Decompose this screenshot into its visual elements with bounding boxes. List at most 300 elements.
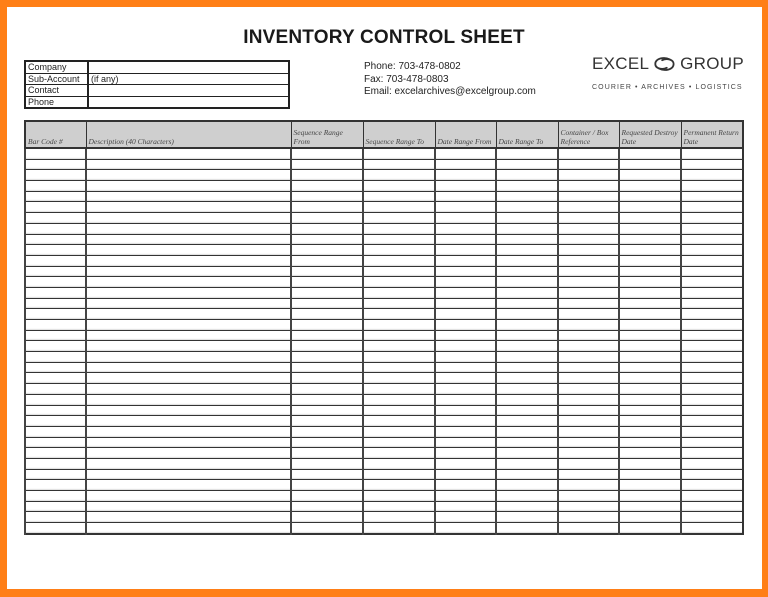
table-cell[interactable] [681, 362, 743, 373]
table-cell[interactable] [291, 512, 363, 523]
table-cell[interactable] [558, 362, 619, 373]
table-cell[interactable] [86, 512, 291, 523]
table-cell[interactable] [435, 362, 496, 373]
table-cell[interactable] [558, 352, 619, 363]
table-cell[interactable] [25, 523, 86, 534]
table-cell[interactable] [25, 384, 86, 395]
table-cell[interactable] [291, 181, 363, 192]
table-cell[interactable] [25, 234, 86, 245]
table-cell[interactable] [558, 170, 619, 181]
table-cell[interactable] [291, 394, 363, 405]
table-cell[interactable] [619, 181, 681, 192]
table-cell[interactable] [25, 458, 86, 469]
table-cell[interactable] [25, 266, 86, 277]
table-cell[interactable] [86, 330, 291, 341]
table-cell[interactable] [363, 405, 435, 416]
table-cell[interactable] [681, 330, 743, 341]
table-cell[interactable] [363, 223, 435, 234]
table-cell[interactable] [25, 394, 86, 405]
table-cell[interactable] [25, 287, 86, 298]
table-cell[interactable] [363, 245, 435, 256]
table-cell[interactable] [496, 320, 558, 331]
table-cell[interactable] [291, 245, 363, 256]
table-cell[interactable] [291, 405, 363, 416]
table-cell[interactable] [363, 458, 435, 469]
table-cell[interactable] [496, 352, 558, 363]
table-cell[interactable] [435, 234, 496, 245]
table-cell[interactable] [681, 437, 743, 448]
table-cell[interactable] [558, 298, 619, 309]
table-cell[interactable] [496, 298, 558, 309]
table-cell[interactable] [363, 234, 435, 245]
table-cell[interactable] [291, 384, 363, 395]
table-cell[interactable] [681, 405, 743, 416]
table-cell[interactable] [558, 523, 619, 534]
table-cell[interactable] [619, 448, 681, 459]
table-cell[interactable] [86, 298, 291, 309]
table-cell[interactable] [291, 202, 363, 213]
table-cell[interactable] [86, 287, 291, 298]
table-cell[interactable] [496, 170, 558, 181]
table-cell[interactable] [363, 148, 435, 159]
table-cell[interactable] [558, 309, 619, 320]
table-cell[interactable] [435, 320, 496, 331]
table-cell[interactable] [86, 191, 291, 202]
table-cell[interactable] [496, 191, 558, 202]
table-cell[interactable] [86, 341, 291, 352]
table-cell[interactable] [496, 148, 558, 159]
table-cell[interactable] [25, 191, 86, 202]
table-cell[interactable] [558, 416, 619, 427]
table-cell[interactable] [291, 266, 363, 277]
table-cell[interactable] [558, 223, 619, 234]
table-cell[interactable] [291, 362, 363, 373]
table-cell[interactable] [291, 491, 363, 502]
table-cell[interactable] [363, 266, 435, 277]
table-cell[interactable] [619, 523, 681, 534]
table-cell[interactable] [558, 480, 619, 491]
table-cell[interactable] [291, 437, 363, 448]
table-cell[interactable] [619, 148, 681, 159]
table-cell[interactable] [619, 501, 681, 512]
table-cell[interactable] [291, 448, 363, 459]
table-cell[interactable] [86, 362, 291, 373]
table-cell[interactable] [435, 405, 496, 416]
table-cell[interactable] [363, 159, 435, 170]
table-cell[interactable] [619, 234, 681, 245]
table-cell[interactable] [619, 512, 681, 523]
table-cell[interactable] [25, 309, 86, 320]
table-cell[interactable] [619, 458, 681, 469]
table-cell[interactable] [496, 341, 558, 352]
table-cell[interactable] [291, 416, 363, 427]
table-cell[interactable] [435, 245, 496, 256]
table-cell[interactable] [363, 298, 435, 309]
table-cell[interactable] [86, 234, 291, 245]
table-cell[interactable] [435, 330, 496, 341]
table-cell[interactable] [496, 287, 558, 298]
table-cell[interactable] [558, 159, 619, 170]
table-cell[interactable] [681, 341, 743, 352]
table-cell[interactable] [363, 213, 435, 224]
table-cell[interactable] [619, 255, 681, 266]
table-cell[interactable] [435, 373, 496, 384]
table-cell[interactable] [496, 234, 558, 245]
table-cell[interactable] [681, 448, 743, 459]
table-cell[interactable] [25, 405, 86, 416]
table-cell[interactable] [25, 223, 86, 234]
table-cell[interactable] [558, 202, 619, 213]
table-cell[interactable] [619, 341, 681, 352]
table-cell[interactable] [86, 501, 291, 512]
table-cell[interactable] [681, 298, 743, 309]
table-cell[interactable] [435, 309, 496, 320]
table-cell[interactable] [435, 298, 496, 309]
table-cell[interactable] [619, 437, 681, 448]
table-cell[interactable] [619, 384, 681, 395]
table-cell[interactable] [86, 223, 291, 234]
table-cell[interactable] [291, 223, 363, 234]
table-cell[interactable] [291, 277, 363, 288]
table-cell[interactable] [363, 394, 435, 405]
table-cell[interactable] [496, 394, 558, 405]
table-cell[interactable] [291, 469, 363, 480]
table-cell[interactable] [25, 469, 86, 480]
table-cell[interactable] [681, 309, 743, 320]
table-cell[interactable] [681, 480, 743, 491]
table-cell[interactable] [619, 277, 681, 288]
table-cell[interactable] [291, 426, 363, 437]
table-cell[interactable] [496, 469, 558, 480]
table-cell[interactable] [496, 448, 558, 459]
table-cell[interactable] [558, 437, 619, 448]
table-cell[interactable] [363, 480, 435, 491]
table-cell[interactable] [619, 287, 681, 298]
table-cell[interactable] [435, 426, 496, 437]
table-cell[interactable] [681, 373, 743, 384]
table-cell[interactable] [619, 405, 681, 416]
table-cell[interactable] [363, 362, 435, 373]
table-cell[interactable] [25, 491, 86, 502]
table-cell[interactable] [435, 202, 496, 213]
table-cell[interactable] [25, 330, 86, 341]
table-cell[interactable] [619, 469, 681, 480]
table-cell[interactable] [363, 191, 435, 202]
table-cell[interactable] [435, 170, 496, 181]
table-cell[interactable] [496, 255, 558, 266]
table-cell[interactable] [363, 384, 435, 395]
table-cell[interactable] [25, 148, 86, 159]
table-cell[interactable] [86, 170, 291, 181]
table-cell[interactable] [86, 480, 291, 491]
table-cell[interactable] [291, 255, 363, 266]
table-cell[interactable] [496, 181, 558, 192]
table-cell[interactable] [291, 170, 363, 181]
table-cell[interactable] [435, 148, 496, 159]
table-cell[interactable] [619, 320, 681, 331]
table-cell[interactable] [619, 213, 681, 224]
table-cell[interactable] [291, 320, 363, 331]
table-cell[interactable] [558, 191, 619, 202]
contact-field[interactable] [88, 85, 289, 97]
table-cell[interactable] [25, 181, 86, 192]
table-cell[interactable] [619, 480, 681, 491]
table-cell[interactable] [86, 405, 291, 416]
table-cell[interactable] [291, 341, 363, 352]
table-cell[interactable] [619, 394, 681, 405]
table-cell[interactable] [86, 394, 291, 405]
table-cell[interactable] [681, 170, 743, 181]
table-cell[interactable] [619, 266, 681, 277]
table-cell[interactable] [558, 234, 619, 245]
table-cell[interactable] [291, 309, 363, 320]
table-cell[interactable] [558, 458, 619, 469]
table-cell[interactable] [619, 170, 681, 181]
table-cell[interactable] [558, 245, 619, 256]
table-cell[interactable] [558, 405, 619, 416]
table-cell[interactable] [435, 181, 496, 192]
table-cell[interactable] [558, 277, 619, 288]
table-cell[interactable] [25, 255, 86, 266]
table-cell[interactable] [291, 373, 363, 384]
table-cell[interactable] [681, 191, 743, 202]
table-cell[interactable] [291, 191, 363, 202]
table-cell[interactable] [435, 277, 496, 288]
table-cell[interactable] [363, 416, 435, 427]
table-cell[interactable] [363, 341, 435, 352]
table-cell[interactable] [291, 287, 363, 298]
table-cell[interactable] [496, 523, 558, 534]
table-cell[interactable] [619, 191, 681, 202]
table-cell[interactable] [681, 501, 743, 512]
table-cell[interactable] [435, 191, 496, 202]
table-cell[interactable] [86, 352, 291, 363]
table-cell[interactable] [558, 255, 619, 266]
table-cell[interactable] [86, 426, 291, 437]
table-cell[interactable] [25, 320, 86, 331]
table-cell[interactable] [86, 416, 291, 427]
table-cell[interactable] [681, 255, 743, 266]
table-cell[interactable] [86, 448, 291, 459]
table-cell[interactable] [363, 469, 435, 480]
table-cell[interactable] [25, 416, 86, 427]
sub-account-field[interactable]: (if any) [88, 73, 289, 85]
table-cell[interactable] [496, 277, 558, 288]
table-cell[interactable] [496, 266, 558, 277]
table-cell[interactable] [435, 458, 496, 469]
table-cell[interactable] [86, 384, 291, 395]
table-cell[interactable] [496, 480, 558, 491]
table-cell[interactable] [558, 266, 619, 277]
table-cell[interactable] [681, 245, 743, 256]
table-cell[interactable] [496, 213, 558, 224]
table-cell[interactable] [496, 245, 558, 256]
table-cell[interactable] [496, 384, 558, 395]
table-cell[interactable] [681, 202, 743, 213]
table-cell[interactable] [619, 202, 681, 213]
table-cell[interactable] [25, 352, 86, 363]
table-cell[interactable] [435, 394, 496, 405]
table-cell[interactable] [86, 266, 291, 277]
table-cell[interactable] [435, 512, 496, 523]
table-cell[interactable] [558, 426, 619, 437]
table-cell[interactable] [435, 416, 496, 427]
table-cell[interactable] [363, 523, 435, 534]
table-cell[interactable] [681, 223, 743, 234]
table-cell[interactable] [86, 181, 291, 192]
table-cell[interactable] [681, 352, 743, 363]
table-cell[interactable] [86, 437, 291, 448]
table-cell[interactable] [363, 448, 435, 459]
table-cell[interactable] [619, 245, 681, 256]
table-cell[interactable] [25, 373, 86, 384]
table-cell[interactable] [681, 181, 743, 192]
table-cell[interactable] [681, 384, 743, 395]
table-cell[interactable] [496, 512, 558, 523]
table-cell[interactable] [435, 287, 496, 298]
table-cell[interactable] [86, 491, 291, 502]
table-cell[interactable] [496, 309, 558, 320]
table-cell[interactable] [681, 523, 743, 534]
table-cell[interactable] [291, 330, 363, 341]
table-cell[interactable] [681, 394, 743, 405]
table-cell[interactable] [25, 501, 86, 512]
table-cell[interactable] [558, 148, 619, 159]
table-cell[interactable] [496, 405, 558, 416]
table-cell[interactable] [496, 223, 558, 234]
table-cell[interactable] [681, 287, 743, 298]
table-cell[interactable] [681, 277, 743, 288]
table-cell[interactable] [86, 523, 291, 534]
table-cell[interactable] [681, 458, 743, 469]
table-cell[interactable] [435, 159, 496, 170]
table-cell[interactable] [363, 373, 435, 384]
table-cell[interactable] [496, 202, 558, 213]
table-cell[interactable] [681, 159, 743, 170]
table-cell[interactable] [558, 501, 619, 512]
table-cell[interactable] [496, 437, 558, 448]
table-cell[interactable] [681, 512, 743, 523]
table-cell[interactable] [435, 384, 496, 395]
table-cell[interactable] [558, 213, 619, 224]
table-cell[interactable] [681, 469, 743, 480]
table-cell[interactable] [363, 352, 435, 363]
table-cell[interactable] [25, 202, 86, 213]
table-cell[interactable] [25, 170, 86, 181]
table-cell[interactable] [435, 223, 496, 234]
table-cell[interactable] [435, 213, 496, 224]
table-cell[interactable] [25, 437, 86, 448]
table-cell[interactable] [435, 469, 496, 480]
table-cell[interactable] [558, 341, 619, 352]
table-cell[interactable] [291, 234, 363, 245]
table-cell[interactable] [363, 202, 435, 213]
table-cell[interactable] [435, 501, 496, 512]
table-cell[interactable] [681, 416, 743, 427]
table-cell[interactable] [363, 277, 435, 288]
table-cell[interactable] [363, 181, 435, 192]
table-cell[interactable] [435, 491, 496, 502]
table-cell[interactable] [558, 373, 619, 384]
phone-field[interactable] [88, 96, 289, 108]
table-cell[interactable] [681, 234, 743, 245]
table-cell[interactable] [86, 469, 291, 480]
table-cell[interactable] [619, 416, 681, 427]
table-cell[interactable] [619, 309, 681, 320]
table-cell[interactable] [291, 159, 363, 170]
table-cell[interactable] [558, 469, 619, 480]
table-cell[interactable] [619, 362, 681, 373]
table-cell[interactable] [681, 213, 743, 224]
table-cell[interactable] [496, 330, 558, 341]
table-cell[interactable] [496, 491, 558, 502]
table-cell[interactable] [496, 362, 558, 373]
table-cell[interactable] [496, 373, 558, 384]
table-cell[interactable] [619, 491, 681, 502]
table-cell[interactable] [25, 512, 86, 523]
table-cell[interactable] [291, 298, 363, 309]
table-cell[interactable] [86, 202, 291, 213]
table-cell[interactable] [363, 426, 435, 437]
table-cell[interactable] [558, 320, 619, 331]
table-cell[interactable] [86, 320, 291, 331]
table-cell[interactable] [291, 148, 363, 159]
table-cell[interactable] [496, 501, 558, 512]
table-cell[interactable] [25, 213, 86, 224]
table-cell[interactable] [619, 426, 681, 437]
table-cell[interactable] [496, 416, 558, 427]
table-cell[interactable] [681, 320, 743, 331]
table-cell[interactable] [25, 426, 86, 437]
table-cell[interactable] [25, 277, 86, 288]
table-cell[interactable] [435, 448, 496, 459]
table-cell[interactable] [681, 266, 743, 277]
table-cell[interactable] [435, 341, 496, 352]
table-cell[interactable] [496, 426, 558, 437]
table-cell[interactable] [619, 159, 681, 170]
table-cell[interactable] [619, 352, 681, 363]
table-cell[interactable] [86, 159, 291, 170]
table-cell[interactable] [86, 255, 291, 266]
table-cell[interactable] [558, 384, 619, 395]
table-cell[interactable] [363, 255, 435, 266]
table-cell[interactable] [291, 458, 363, 469]
table-cell[interactable] [291, 480, 363, 491]
table-cell[interactable] [86, 277, 291, 288]
table-cell[interactable] [435, 255, 496, 266]
table-cell[interactable] [86, 148, 291, 159]
table-cell[interactable] [363, 320, 435, 331]
table-cell[interactable] [558, 287, 619, 298]
table-cell[interactable] [363, 330, 435, 341]
table-cell[interactable] [496, 159, 558, 170]
table-cell[interactable] [25, 159, 86, 170]
table-cell[interactable] [291, 352, 363, 363]
table-cell[interactable] [291, 501, 363, 512]
table-cell[interactable] [435, 352, 496, 363]
table-cell[interactable] [681, 148, 743, 159]
table-cell[interactable] [496, 458, 558, 469]
table-cell[interactable] [25, 298, 86, 309]
table-cell[interactable] [558, 330, 619, 341]
table-cell[interactable] [435, 266, 496, 277]
table-cell[interactable] [558, 512, 619, 523]
table-cell[interactable] [558, 181, 619, 192]
table-cell[interactable] [291, 213, 363, 224]
table-cell[interactable] [25, 362, 86, 373]
table-cell[interactable] [363, 437, 435, 448]
table-cell[interactable] [619, 223, 681, 234]
